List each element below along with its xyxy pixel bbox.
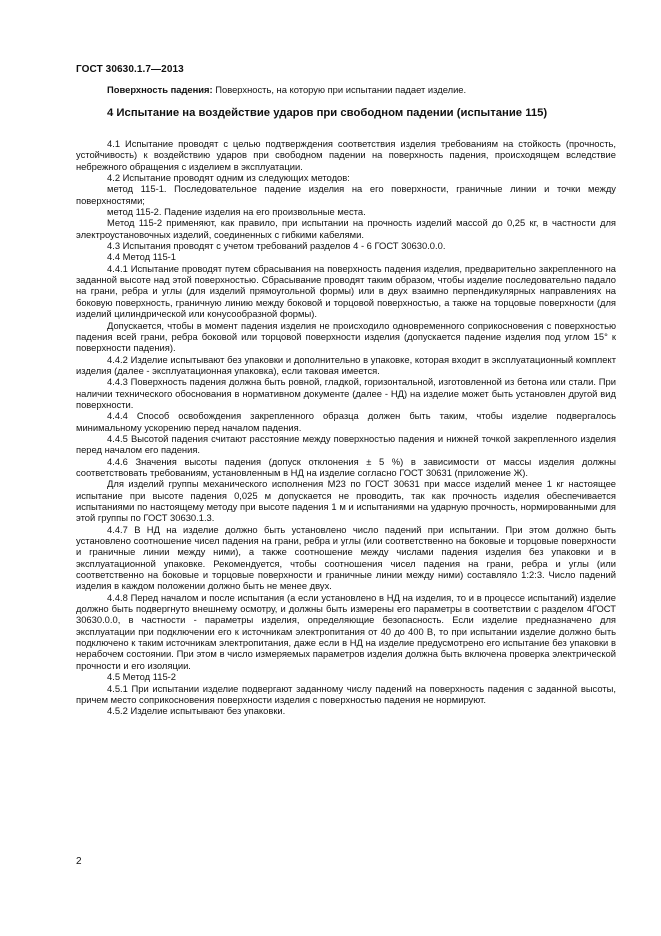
paragraph: Допускается, чтобы в момент падения изделия не происходило одновременного соприкосновения с поверхностью падения всей грани, ребра боковой или торцовой поверхности изделия (допускается падение изделия под углом 15° к поверхности падения).: [76, 319, 616, 354]
section-body: [76, 138, 616, 717]
term-definition: [107, 84, 617, 95]
page-number: 2: [76, 856, 82, 867]
paragraph: 4.4.1 Испытание проводят путем сбрасывания на поверхность падения изделия, предварительно закрепленного на заданной высоте над этой поверхностью. Сбрасывание проводят таким образом, чтобы изделие последовательно падало на грани, ребра и углы (для изделий прямоугольной формы) или в двух взаимно перпендикулярных направлениях на боковую поверхность, граничную линию между боковой и торцовой поверхностью, а также на торцовые поверхности (для изделий цилиндрической или конусообразной формы).: [76, 262, 616, 320]
paragraph: Для изделий группы механического исполнения М23 по ГОСТ 30631 при массе изделий менее 1 кг настоящее испытание при высоте падения 0,025 м допускается не проводить, так как прочность изделия обеспечивается испытаниями по настоящему методу при высоте падения 1 м и испытаниями на ударную прочность, нормированными для этой группы по ГОСТ 30630.1.3.: [76, 478, 616, 524]
paragraph: 4.5.1 При испытании изделие подвергают заданному числу падений на поверхность падения с заданной высоты, причем место соприкосновения поверхности изделия с поверхностью падения не нормируют.: [76, 682, 616, 705]
term-label: Поверхность падения:: [107, 84, 213, 95]
paragraph: метод 115-2. Падение изделия на его произвольные места.: [107, 206, 366, 218]
paragraph: 4.1 Испытание проводят с целью подтверждения соответствия изделия требованиям на стойкость (прочность, устойчивость) к воздействию ударов при свободном падении на поверхность падения, происходящем вследствие небрежного обращения с изделием в эксплуатации.: [76, 138, 616, 172]
paragraph: 4.4.6 Значения высоты падения (допуск отклонения ± 5 %) в зависимости от массы изделия должны соответствовать требованиям, установленным в НД на изделие согласно ГОСТ 30631 (приложение Ж).: [76, 455, 616, 478]
paragraph: 4.4.4 Способ освобождения закрепленного образца должен быть таким, чтобы изделие подвергалось минимальному ускорению перед началом падения.: [76, 410, 616, 433]
term-text: Поверхность, на которую при испытании падает изделие.: [212, 84, 467, 95]
paragraph: 4.3 Испытания проводят с учетом требований разделов 4 - 6 ГОСТ 30630.0.0.: [107, 240, 446, 252]
paragraph: Метод 115-2 применяют, как правило, при испытании на прочность изделий массой до 0,25 кг, в частности для электроустановочных изделий, соединенных с гибкими кабелями.: [76, 217, 616, 240]
paragraph: метод 115-1. Последовательное падение изделия на его поверхности, граничные линии и точки между поверхностями;: [76, 183, 616, 206]
document-header: ГОСТ 30630.1.7—2013: [76, 64, 184, 75]
paragraph: 4.4.3 Поверхность падения должна быть ровной, гладкой, горизонтальной, изготовленной из бетона или стали. При наличии технического обоснования в нормативном документе (далее - НД) на изделие может быть установлен другой вид поверхности.: [76, 376, 616, 410]
paragraph: 4.5.2 Изделие испытывают без упаковки.: [107, 705, 286, 717]
paragraph: 4.4.5 Высотой падения считают расстояние между поверхностью падения и нижней точкой закрепленного изделия перед началом его падения.: [76, 432, 616, 456]
paragraph: 4.2 Испытание проводят одним из следующих методов:: [107, 172, 350, 184]
paragraph: 4.4.7 В НД на изделие должно быть установлено число падений при испытании. При этом должно быть установлено соотношение чисел падения на грани, ребра и углы (или соответственно на боковые и торцовые поверхности и граничные линии между ними), а также соотношение между числами падения изделия без упаковки и в эксплуатационной упаковке. Рекомендуется, чтобы соотношения чисел падения на грани, ребра и углы (или соответственно на боковые и торцовые поверхности и граничные линии между ними) составляло 1:2:3. Число падений изделия в каждом положении должно быть не менее двух.: [76, 523, 616, 592]
paragraph: 4.4 Метод 115-1: [107, 251, 177, 263]
section-title: 4 Испытание на воздействие ударов при свободном падении (испытание 115): [107, 107, 548, 119]
paragraph: 4.4.8 Перед началом и после испытания (а если установлено в НД на изделия, то и в процессе испытаний) изделие должно быть подвергнуто внешнему осмотру, и должны быть измерены его параметры в соответствии с разделом 4ГОСТ 30630.0.0, в частности - параметры изделия, определяющие безопасность. Если изделие предназначено для эксплуатации при подключении его к источникам электропитания от 40 до 400 В, то при испытании изделие должно быть подключено к таким источникам электропитания, даже если в НД на изделие предусмотрено его испытание без упаковки в нерабочем состоянии. При этом в число измеряемых параметров изделия должна быть включена проверка электрической прочности и его изоляции.: [76, 591, 616, 671]
paragraph: 4.5 Метод 115-2: [107, 671, 177, 683]
paragraph: 4.4.2 Изделие испытывают без упаковки и дополнительно в упаковке, которая входит в эксплуатационный комплект изделия (далее - эксплуатационная упаковка), если таковая имеется.: [76, 353, 616, 376]
